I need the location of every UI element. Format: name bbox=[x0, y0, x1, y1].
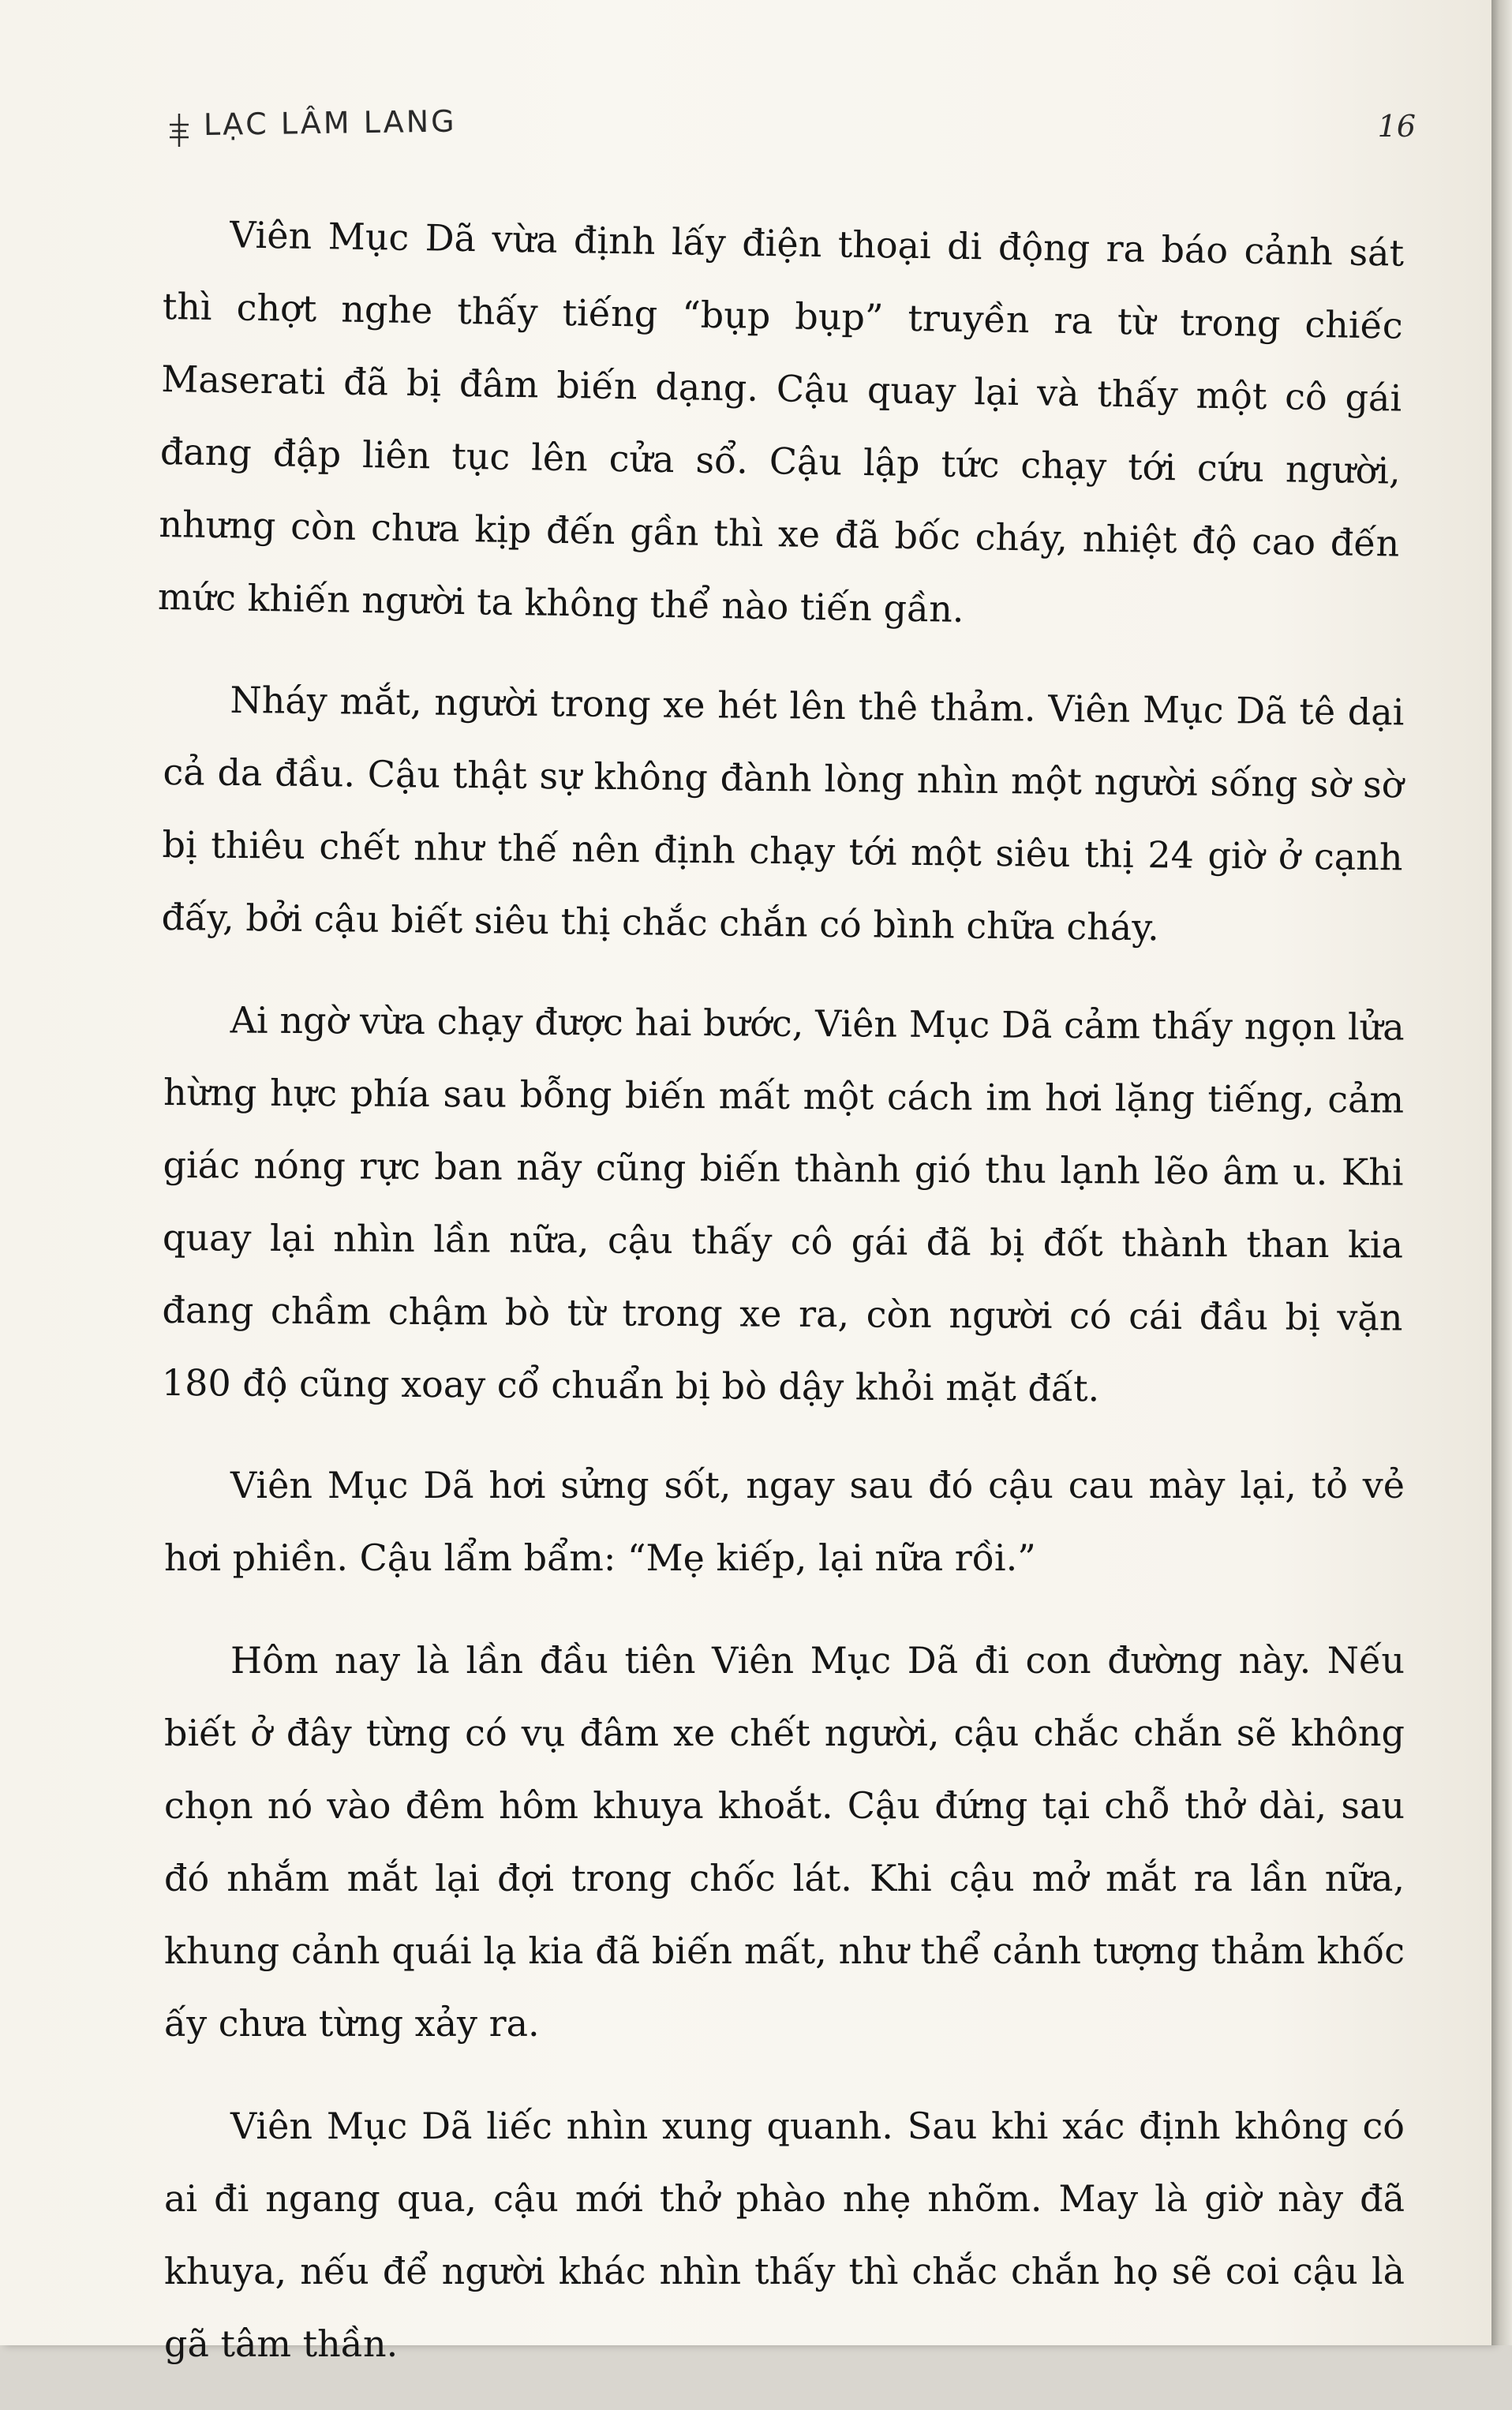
paragraph-6: Viên Mục Dã liếc nhìn xung quanh. Sau khi xác định không có ai đi ngang qua, cậu mới thở phào nhẹ nhõm. May là giờ này đã khuya, nếu để người khác nhìn thấy thì chắc chắn họ sẽ coi cậu là gã tâm thần. bbox=[164, 2105, 1405, 2365]
fleuron-ornament-icon bbox=[167, 112, 191, 148]
page-edge bbox=[1491, 0, 1512, 2345]
book-title: LẠC LÂM LANG bbox=[203, 103, 457, 142]
page-number: 16 bbox=[1377, 109, 1416, 144]
paragraph-3: Ai ngờ vừa chạy được hai bước, Viên Mục Dã cảm thấy ngọn lửa hừng hực phía sau bỗng biến mất một cách im hơi lặng tiếng, cảm giác nóng rực ban nãy cũng biến thành gió thu lạnh lẽo âm u. Khi quay lại nhìn lần nữa, cậu thấy cô gái đã bị đốt thành than kia đang chầm chậm bò từ trong xe ra, còn người có cái đầu bị vặn 180 độ cũng xoay cổ chuẩn bị bò dậy khỏi mặt đất. bbox=[161, 998, 1405, 1410]
running-header bbox=[167, 101, 1422, 164]
paragraph-5: Hôm nay là lần đầu tiên Viên Mục Dã đi con đường này. Nếu biết ở đây từng có vụ đâm xe chết người, cậu chắc chắn sẽ không chọn nó vào đêm hôm khuya khoắt. Cậu đứng tại chỗ thở dài, sau đó nhắm mắt lại đợi trong chốc lát. Khi cậu mở mắt ra lần nữa, khung cảnh quái lạ kia đã biến mất, như thể cảnh tượng thảm khốc ấy chưa từng xảy ra. bbox=[164, 1639, 1405, 2045]
paragraph-1: Viên Mục Dã vừa định lấy điện thoại di động ra báo cảnh sát thì chợt nghe thấy tiếng “bụp bụp” truyền ra từ trong chiếc Maserati đã bị đâm biến dạng. Cậu quay lại và thấy một cô gái đang đập liên tục lên cửa sổ. Cậu lập tức chạy tới cứu người, nhưng còn chưa kịp đến gần thì xe đã bốc cháy, nhiệt độ cao đến mức khiến người ta không thể nào tiến gần. bbox=[157, 213, 1405, 631]
paragraph-4: Viên Mục Dã hơi sửng sốt, ngay sau đó cậu cau mày lại, tỏ vẻ hơi phiền. Cậu lẩm bẩm: “Mẹ kiếp, lại nữa rồi.” bbox=[164, 1464, 1405, 1579]
paragraph-2: Nháy mắt, người trong xe hét lên thê thảm. Viên Mục Dã tê dại cả da đầu. Cậu thật sự không đành lòng nhìn một người sống sờ sờ bị thiêu chết như thế nên định chạy tới một siêu thị 24 giờ ở cạnh đấy, bởi cậu biết siêu thị chắc chắn có bình chữa cháy. bbox=[161, 678, 1405, 949]
body-text bbox=[157, 197, 1405, 2410]
